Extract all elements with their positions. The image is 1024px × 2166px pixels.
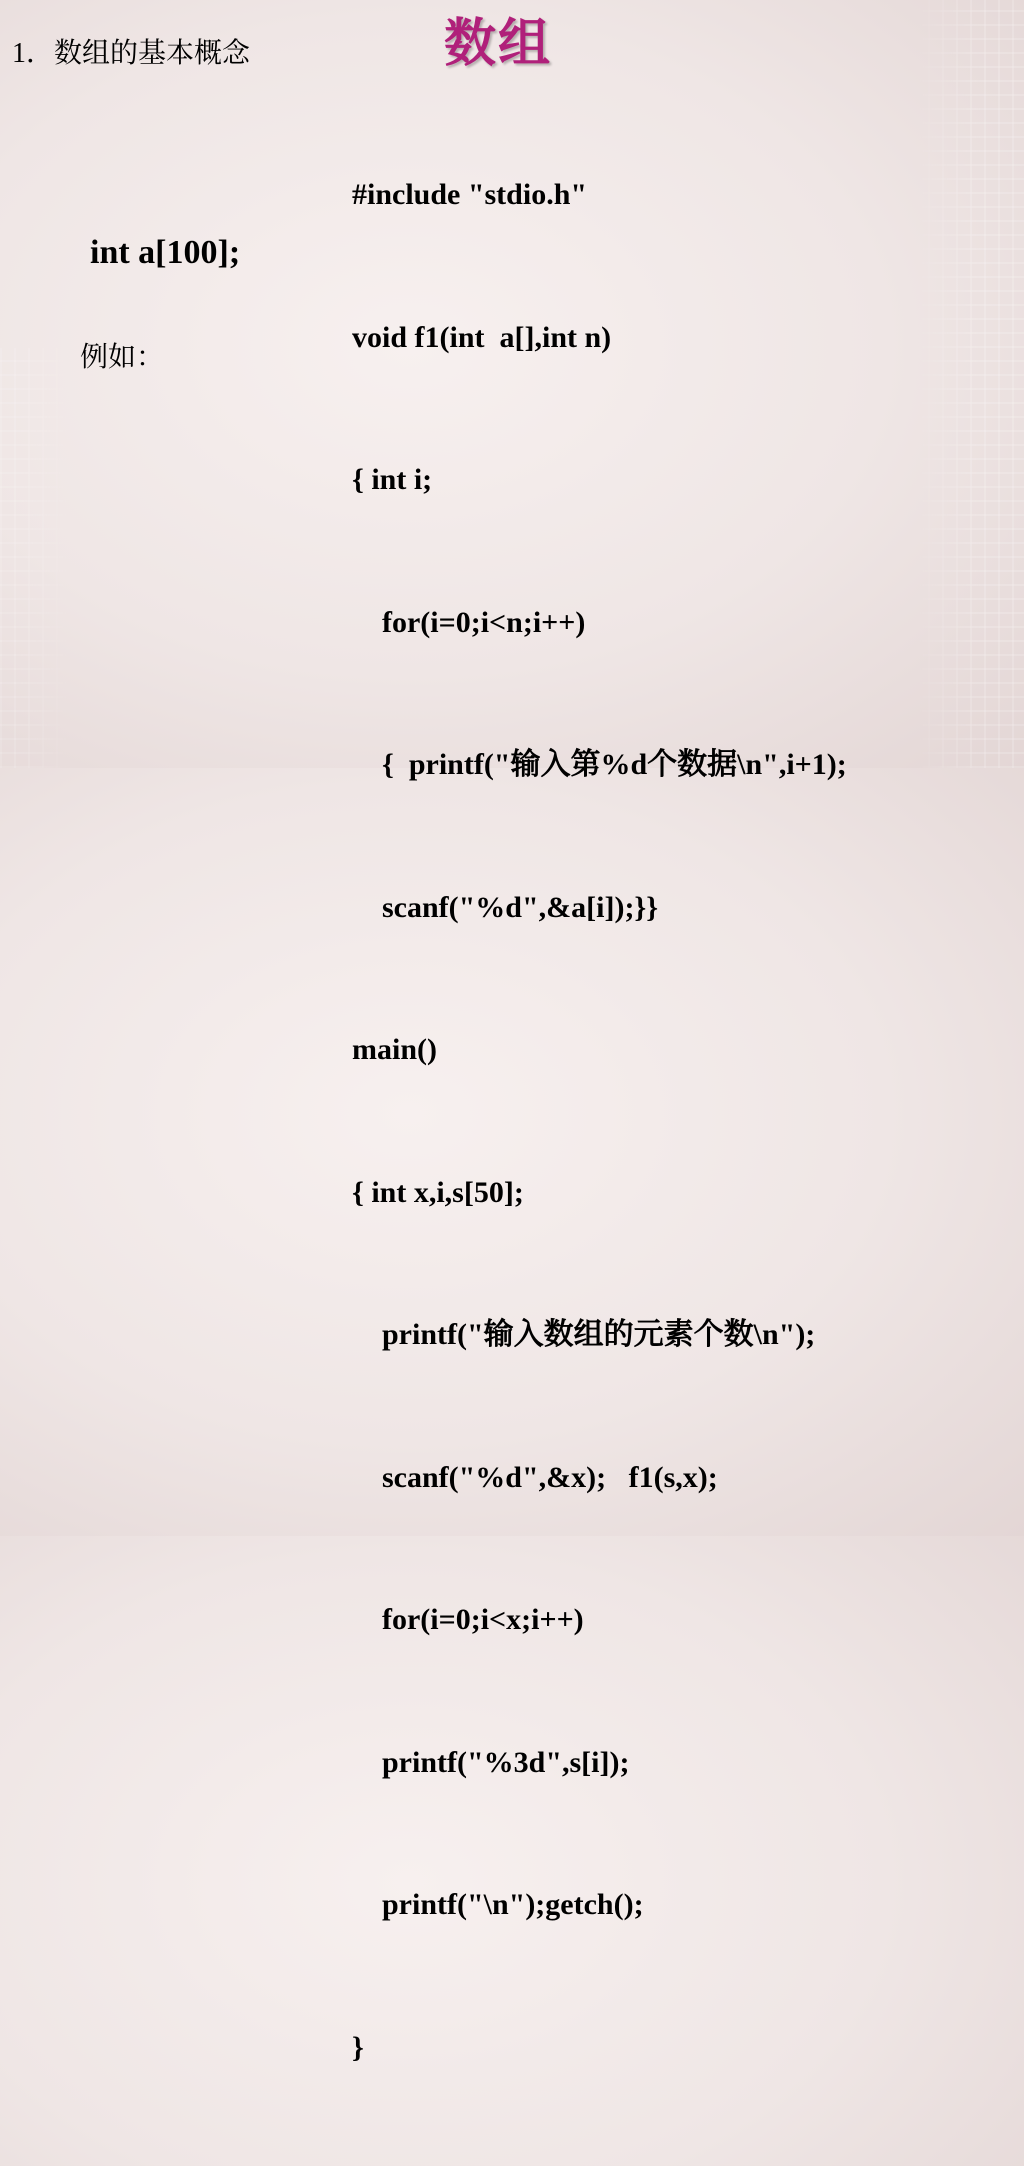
code-line: printf("\n");getch(); [382,1888,644,1921]
example-label: 例如： [80,342,165,373]
code-line: { printf("输入第%d个数据\n",i+1); [382,748,847,781]
code-line: scanf("%d",&x); f1(s,x); [382,1460,718,1494]
code-block [352,76,1012,2166]
array-declaration: int a[100]; [90,234,241,271]
code-line: } [352,2030,364,2064]
code-line: #include "stdio.h" [352,178,588,211]
code-line: printf("%3d",s[i]); [382,1745,630,1779]
section-heading: 1．数组的基本概念 [12,38,251,69]
code-line: printf("输入数组的元素个数\n"); [382,1318,816,1351]
code-line: { int x,i,s[50]; [352,1175,524,1209]
code-line: { int i; [352,463,433,496]
code-line: void f1(int a[],int n) [352,320,612,354]
code-line: for(i=0;i<x;i++) [382,1603,584,1636]
code-line: scanf("%d",&a[i]);}} [382,890,659,924]
background-pattern-left [0,348,70,768]
slide-title: 数组 [444,14,553,74]
code-line: for(i=0;i<n;i++) [382,605,586,639]
code-line: main() [352,1033,437,1066]
